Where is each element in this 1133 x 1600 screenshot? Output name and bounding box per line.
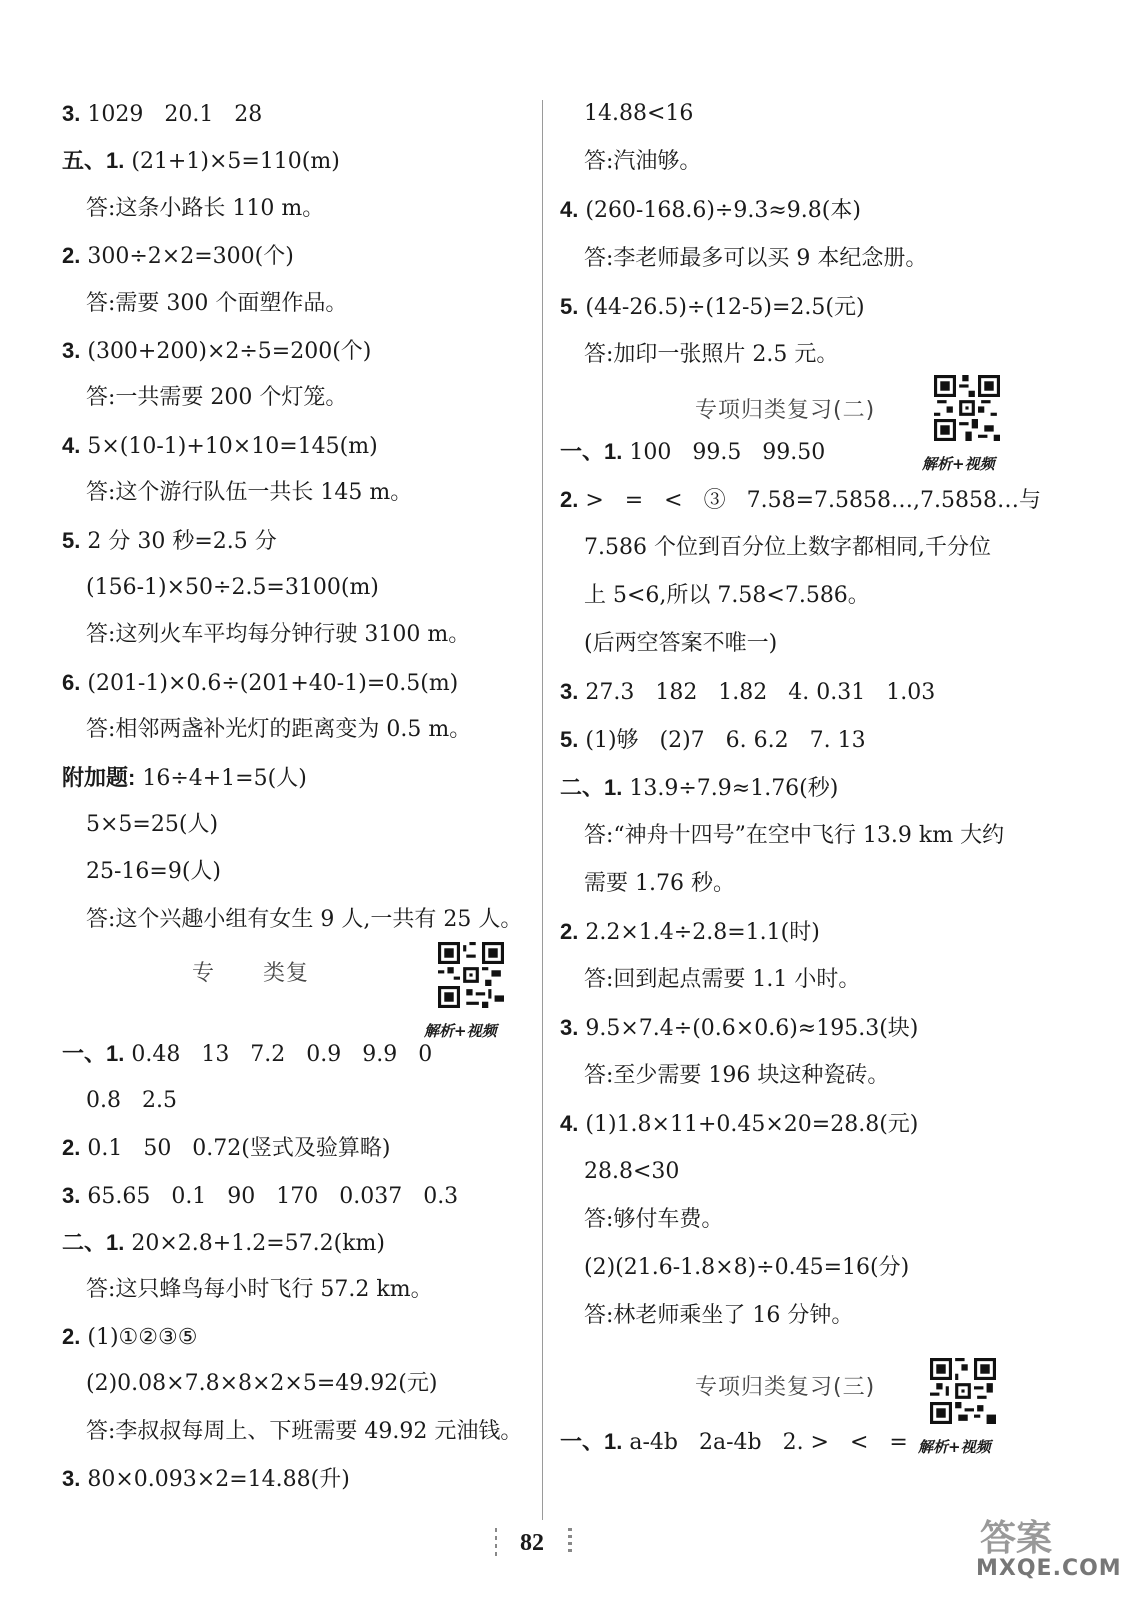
answer-line (584, 1062, 889, 1090)
answer-text: (300+200)×2÷5=200(个) (87, 339, 372, 364)
answer-line (560, 1110, 918, 1139)
answer-line (86, 290, 347, 318)
answer-line (86, 858, 221, 886)
qr-label: 解析+视频 (918, 1438, 991, 1456)
answer-text: 2 分 30 秒=2.5 分 (87, 528, 277, 554)
answer-line (86, 384, 347, 412)
answer-text: 100 99.5 99.50 (629, 440, 826, 465)
dots-ornament-icon (566, 1526, 574, 1560)
answer-line (584, 534, 991, 562)
answer-line (86, 479, 412, 507)
answer-line (584, 1254, 909, 1282)
answer-text: (156-1)×50÷2.5=3100(m) (86, 575, 379, 600)
answer-text: (1)1.8×11+0.45×20=28.8(元) (585, 1112, 919, 1137)
answer-line (62, 100, 262, 129)
answer-text: 答:“神舟十四号”在空中飞行 13.9 km 大约 (584, 823, 1005, 848)
answer-text: 需要 1.76 秒。 (584, 871, 735, 896)
answer-line (62, 1182, 458, 1211)
item-number: 6. (62, 669, 81, 695)
answer-line (62, 669, 458, 698)
item-number: 5. (62, 527, 81, 553)
answer-line (62, 764, 307, 793)
answer-text: (260-168.6)÷9.3≈9.8(本) (585, 198, 861, 224)
answer-line (62, 527, 277, 556)
answer-line (584, 341, 838, 369)
item-number: 2. (560, 487, 579, 512)
answer-text: (1)够 (2)7 6. 6.2 7. 13 (585, 728, 866, 753)
qr-code-icon (934, 375, 1000, 441)
answer-text: > = < ③ 7.58=7.5858…,7.5858…与 (585, 488, 1041, 513)
answer-line (584, 245, 927, 273)
answer-line (86, 1276, 433, 1304)
item-number: 3. (62, 1182, 81, 1208)
answer-text: 答:这列火车平均每分钟行驶 3100 m。 (86, 622, 471, 648)
answer-line (560, 486, 1041, 515)
answer-line (86, 1418, 522, 1446)
answer-line (584, 1158, 679, 1186)
item-number: 2. (62, 1135, 81, 1161)
answer-line (560, 196, 861, 225)
watermark-url: MXQE.COM (976, 1556, 1122, 1581)
answer-line (62, 1229, 385, 1258)
answer-line (86, 811, 218, 839)
answer-line (560, 438, 825, 467)
answer-text: 上 5<6,所以 7.58<7.586。 (584, 583, 870, 608)
answer-line (86, 1087, 177, 1115)
item-number: 4. (560, 197, 579, 223)
answer-text: 27.3 182 1.82 4. 0.31 1.03 (585, 680, 936, 705)
item-number: 3. (62, 101, 81, 126)
answer-text: a-4b 2a-4b 2. > < = (629, 1430, 908, 1455)
answer-line (86, 906, 522, 934)
answer-text: 答:回到起点需要 1.1 小时。 (584, 967, 861, 992)
answer-line (560, 678, 935, 707)
answer-text: 65.65 0.1 90 170 0.037 0.3 (87, 1183, 459, 1209)
answer-line (584, 1206, 723, 1234)
answer-text: 答:这个兴趣小组有女生 9 人,一共有 25 人。 (86, 906, 523, 932)
item-number: 一、1. (62, 1041, 125, 1066)
answer-text: 答:这条小路长 110 m。 (86, 195, 325, 221)
watermark-logo: 答案 (980, 1518, 1053, 1559)
answer-text: 答:汽油够。 (584, 149, 702, 175)
answer-text: 25-16=9(人) (86, 859, 222, 885)
answer-line (62, 1465, 350, 1494)
answer-text: 5×(10-1)+10×10=145(m) (87, 433, 378, 459)
item-number: 2. (560, 919, 579, 944)
answer-line (86, 574, 379, 602)
answer-text: 答:加印一张照片 2.5 元。 (584, 342, 839, 367)
section-title-3: 专项归类复习(三) (695, 1375, 876, 1400)
answer-text: 16÷4+1=5(人) (142, 765, 307, 791)
answer-line (62, 147, 340, 176)
answer-text: 300÷2×2=300(个) (87, 244, 294, 270)
answer-text: 答:这只蜂鸟每小时飞行 57.2 km。 (86, 1277, 433, 1302)
column-divider (542, 100, 543, 1520)
answer-text: 5×5=25(人) (86, 812, 219, 837)
answer-text: 9.5×7.4÷(0.6×0.6)≈195.3(块) (585, 1016, 919, 1041)
answer-line (86, 621, 470, 649)
item-number: 2. (62, 1324, 81, 1350)
item-number: 二、1. (62, 1229, 125, 1255)
answer-line (62, 1040, 432, 1069)
answer-text: (后两空答案不唯一) (584, 631, 778, 656)
answer-line (86, 1370, 437, 1398)
answer-text: 20×2.8+1.2=57.2(km) (131, 1230, 385, 1256)
answer-line (86, 716, 471, 744)
answer-text: (2)(21.6-1.8×8)÷0.45=16(分) (584, 1255, 910, 1280)
section-title-1: 专 类复 (192, 961, 309, 986)
item-number: 一、1. (560, 1429, 623, 1454)
answer-text: (44-26.5)÷(12-5)=2.5(元) (585, 294, 865, 320)
item-number: 2. (62, 243, 81, 269)
answer-line (584, 148, 701, 176)
answer-line (62, 1134, 390, 1163)
answer-text: 80×0.093×2=14.88(升) (87, 1466, 350, 1492)
answer-line (62, 1323, 197, 1352)
item-number: 3. (62, 338, 81, 363)
answer-line (584, 870, 735, 898)
answer-text: (201-1)×0.6÷(201+40-1)=0.5(m) (87, 670, 459, 696)
answer-text: 答:这个游行队伍一共长 145 m。 (86, 480, 413, 506)
answer-line (584, 966, 860, 994)
answer-text: 答:李老师最多可以买 9 本纪念册。 (584, 245, 928, 271)
answer-text: 答:够付车费。 (584, 1207, 724, 1232)
answer-line (560, 1014, 918, 1043)
answer-text: 答:至少需要 196 块这种瓷砖。 (584, 1063, 890, 1088)
answer-text: 答:需要 300 个面塑作品。 (86, 290, 348, 316)
answer-text: 答:一共需要 200 个灯笼。 (86, 385, 348, 411)
answer-line (560, 1428, 908, 1457)
item-number: 5. (560, 293, 579, 319)
qr-label: 解析+视频 (922, 455, 995, 473)
item-number: 3. (560, 679, 579, 704)
answer-text: 2.2×1.4÷2.8=1.1(时) (585, 920, 820, 945)
item-number: 一、1. (560, 439, 623, 464)
answer-text: (21+1)×5=110(m) (131, 149, 340, 175)
section-title-2: 专项归类复习(二) (695, 398, 876, 423)
answer-text: 1029 20.1 28 (87, 102, 263, 127)
answer-line (584, 630, 777, 658)
answer-line (584, 582, 870, 610)
answer-line (584, 822, 1004, 850)
answer-line (86, 195, 324, 223)
item-number: 3. (560, 1015, 579, 1040)
answer-line (584, 100, 693, 128)
answer-line (560, 726, 866, 755)
page-number: 82 (520, 1530, 544, 1556)
qr-code-icon (930, 1358, 996, 1424)
answer-line (62, 242, 294, 271)
item-number: 5. (560, 727, 579, 752)
item-number: 4. (560, 1111, 579, 1136)
answer-text: 0.1 50 0.72(竖式及验算略) (87, 1136, 391, 1162)
answer-text: 7.586 个位到百分位上数字都相同,千分位 (584, 535, 991, 560)
answer-text: 28.8<30 (584, 1159, 680, 1184)
answer-line (584, 1302, 853, 1330)
answer-text: 答:林老师乘坐了 16 分钟。 (584, 1303, 854, 1328)
qr-code-icon (438, 942, 504, 1008)
answer-line (560, 293, 865, 322)
item-number: 二、1. (560, 775, 623, 800)
answer-line (62, 432, 378, 461)
item-number: 五、1. (62, 148, 125, 174)
answer-line (62, 337, 371, 366)
item-number: 附加题: (62, 764, 136, 790)
answer-text: 14.88<16 (584, 101, 694, 126)
dots-ornament-icon (492, 1526, 500, 1560)
answer-text: (1)①②③⑤ (87, 1325, 198, 1351)
answer-text: 答:李叔叔每周上、下班需要 49.92 元油钱。 (86, 1418, 523, 1444)
answer-text: (2)0.08×7.8×8×2×5=49.92(元) (86, 1371, 438, 1397)
answer-text: 13.9÷7.9≈1.76(秒) (629, 776, 839, 801)
item-number: 4. (62, 432, 81, 458)
answer-line (560, 774, 838, 803)
answer-text: 0.8 2.5 (86, 1088, 177, 1114)
answer-line (560, 918, 820, 947)
answer-text: 答:相邻两盏补光灯的距离变为 0.5 m。 (86, 717, 472, 743)
qr-label: 解析+视频 (424, 1022, 497, 1040)
item-number: 3. (62, 1465, 81, 1491)
answer-text: 0.48 13 7.2 0.9 9.9 0 (131, 1042, 433, 1067)
